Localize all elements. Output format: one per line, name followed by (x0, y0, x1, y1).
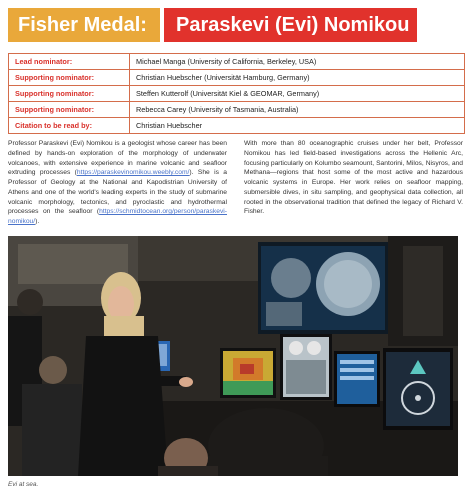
page-header (8, 8, 465, 42)
nominator-person: Christian Huebscher (130, 118, 465, 134)
nominator-role: Supporting nominator: (9, 70, 130, 86)
nominator-role: Citation to be read by: (9, 118, 130, 134)
nominator-role: Lead nominator: (9, 54, 130, 70)
website-link[interactable]: https://paraskevinomikou.weebly.com/ (76, 169, 190, 177)
table-row (9, 86, 465, 102)
nominator-table (8, 53, 465, 134)
nominator-person: Christian Huebscher (Universität Hamburg, Germany) (130, 70, 465, 86)
citation-left-column (8, 139, 227, 227)
bathymetry-monitor (220, 348, 276, 398)
table-row (9, 70, 465, 86)
table-row (9, 54, 465, 70)
award-title: Fisher Medal: (8, 8, 160, 42)
ship-lab-photo (8, 236, 458, 476)
nominator-role: Supporting nominator: (9, 102, 130, 118)
nominator-person: Steffen Kutterolf (Universität Kiel & GEOMAR, Germany) (130, 86, 465, 102)
citation-text: With more than 80 oceanographic cruises under her belt, Professor Nomikou has led field-based investigations across the Hellenic Arc, focusing particularly on Kolumbo seamount, Santorini, Milos, Nisyros, and Methana—regions that host some of the most active and hazardous volcanic systems in Europe. Her work relies on seafloor mapping, submersible dives, in situ sampling, and geophysical data collection, all rooted in the observational tradition that defined the legacy of Richard V. Fisher. (244, 140, 463, 216)
citation-text: Professor Paraskevi (Evi) Nomikou is a geologist whose career has been defined by hands-on exploration of the morphology of underwater volcanoes, with extensive experience in marine volcanic and seafloor extruding processes ( (8, 140, 227, 177)
profile-link[interactable]: https://schmidtocean.org/person/paraskevi-nomikou/ (8, 208, 227, 225)
table-row (9, 118, 465, 134)
photo-caption: Evi at sea. (8, 481, 39, 488)
camera-monitor (258, 242, 388, 334)
citation-right-column (244, 139, 463, 217)
table-row (9, 102, 465, 118)
citation-text: ). (35, 218, 40, 225)
nominator-person: Rebecca Carey (University of Tasmania, Australia) (130, 102, 465, 118)
nominator-role: Supporting nominator: (9, 86, 130, 102)
recipient-name: Paraskevi (Evi) Nomikou (164, 8, 417, 42)
nominator-person: Michael Manga (University of California, Berkeley, USA) (130, 54, 465, 70)
citation-text: ). She is a Professor of Geology at the National and Kapodistrian University of Athens and one of the world's leading experts in the study of submarine volcanic morphology, tectonics, and pyroclastic and hydrothermal processes on the seafloor ( (8, 169, 228, 216)
